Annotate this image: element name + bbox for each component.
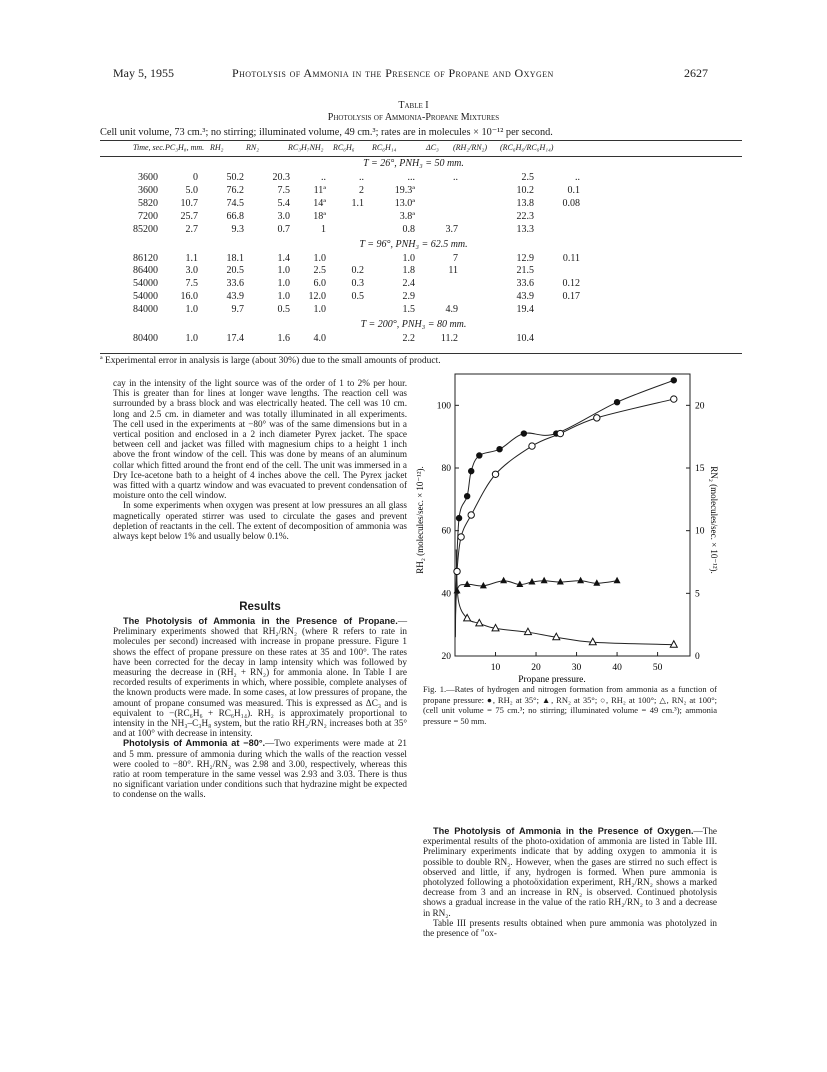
- data-point-rh2-35: [496, 446, 502, 452]
- table-cell: 13.8: [516, 197, 534, 209]
- table-cell: 54000: [133, 278, 158, 290]
- table-cell: 5.4: [277, 197, 290, 209]
- table-cell: 3.8ª: [399, 210, 415, 222]
- column-header: RC₃H₇NH₂: [288, 143, 324, 152]
- table-cell: 0.2: [351, 265, 364, 277]
- plot-frame: [455, 374, 690, 656]
- run-in-heading: The Photolysis of Ammonia in the Presence of Propane.: [123, 616, 398, 626]
- table-cell: 10.4: [516, 333, 534, 344]
- table-cell: 12.9: [516, 252, 534, 264]
- table-cell: 2.5: [313, 265, 326, 277]
- table-cell: 2.9: [402, 291, 415, 303]
- data-point-rh2-35: [456, 515, 462, 521]
- table-cell: 74.5: [226, 197, 244, 209]
- table-cell: 3.0: [277, 210, 290, 222]
- table-cell: 43.9: [516, 291, 534, 303]
- data-point-rn2-35: [557, 578, 564, 585]
- table-cell: 0.8: [402, 223, 415, 235]
- column-header: RC₆H₆: [333, 143, 355, 152]
- table-rule-header: [100, 156, 742, 157]
- data-point-rh2-100: [492, 471, 498, 477]
- table-cell: 1.4: [277, 252, 290, 264]
- table-cell: 0.3: [351, 278, 364, 290]
- table-cell: ...: [407, 172, 415, 183]
- table-cell: 18ª: [313, 210, 326, 222]
- y-left-tick-label: 60: [441, 526, 451, 537]
- table-cell: 7.5: [185, 278, 198, 290]
- table-cell: 9.7: [231, 304, 244, 316]
- table-cell: 43.9: [226, 291, 244, 303]
- table-cell: 4.9: [445, 304, 458, 316]
- table-cell: 1.8: [402, 265, 415, 277]
- table-cell: 1.0: [185, 333, 198, 344]
- table-cell: ..: [321, 172, 326, 183]
- column-header: ΔC₃: [426, 143, 439, 152]
- table-label: Table I: [398, 100, 429, 111]
- table-cell: 10.2: [516, 184, 534, 196]
- table-cell: 2: [359, 184, 364, 196]
- table-cell: 3.7: [445, 223, 458, 235]
- data-point-rn2-100: [670, 641, 677, 648]
- table-cell: 2.7: [185, 223, 198, 235]
- table-cell: 1.0: [277, 291, 290, 303]
- column-header: RC₆H₁₄: [372, 143, 397, 152]
- y-axis-left-label: RH₂ (molecules/sec. × 10⁻¹²).: [415, 466, 425, 574]
- table-cell: 3.0: [185, 265, 198, 277]
- table-cell: ..: [575, 172, 580, 183]
- y-left-tick-label: 100: [436, 401, 451, 412]
- series-curve: [455, 581, 617, 637]
- table-cell: 0.17: [562, 291, 580, 303]
- table-cell: 17.4: [226, 333, 244, 344]
- table-cell: 1.0: [277, 278, 290, 290]
- table-cell: 14ª: [313, 197, 326, 209]
- table-cell: 13.3: [516, 223, 534, 235]
- y-right-tick-label: 0: [695, 652, 700, 662]
- table-cell: 11: [448, 265, 458, 277]
- table-title: Photolysis of Ammonia-Propane Mixtures: [327, 112, 500, 123]
- column-header: PC₃H₈, mm.: [165, 143, 205, 152]
- table-cell: 19.4: [516, 304, 534, 316]
- paragraph: —Preliminary experiments showed that RH₂/RN₂ (where R refers to rate in molecules per second) increased with increase in propane pressure. Figure 1 shows the effect of propane pressure on these rates at 35 and 100°. The rates have been corrected for the decay in lamp intensity which was followed by measuring the decrease in (RH₂ + RN₂) for ammonia alone. In Table I are recorded results of experiments in which, where possible, complete analyses of the known products were made. In some cases, at low pressures of propane, the amount of propane consumed was measured. This is expressed as ΔC₃ and is equivalent to −(RC₆H₆ + RC₆H₁₄). RH₂ is approximately proportional to intensity in the NH₃–C₃H₈ system, but the ratio RH₂/RN₂ increases both at 35° and at 100° with decrease in intensity.: [113, 616, 407, 739]
- table-cell: 22.3: [516, 210, 534, 222]
- table-cell: 16.0: [180, 291, 198, 303]
- paragraph: In some experiments when oxygen was present at low pressures an all glass magnetically operated stirrer was used to circulate the gases and prevent depletion of reactants in the cell. The extent of decomposition of ammonia was always kept below 1% and usually below 0.1%.: [113, 500, 407, 542]
- table-section-heading: T = 96°, PNH₃ = 62.5 mm.: [359, 238, 468, 250]
- run-in-heading: Photolysis of Ammonia at −80°.: [123, 738, 266, 749]
- table-cell: 1.0: [185, 304, 198, 316]
- table-cell: ..: [359, 172, 364, 183]
- data-point-rh2-100: [594, 415, 600, 421]
- table-cell: 33.6: [516, 278, 534, 290]
- data-point-rh2-100: [557, 430, 563, 436]
- section-heading-results: Results: [239, 601, 281, 613]
- x-axis-label: Propane pressure.: [518, 675, 586, 684]
- table-cell: 0: [193, 172, 198, 183]
- table-cell: 3600: [138, 172, 158, 183]
- table-cell: 4.0: [313, 333, 326, 344]
- table-cell: 25.7: [180, 210, 198, 222]
- table-cell: 19.3ª: [394, 184, 415, 196]
- y-axis-right-label: RN₂ (molecules/sec. × 10⁻¹²).: [709, 466, 719, 574]
- table-cell: 10.7: [180, 197, 198, 209]
- column-header: RN₂: [246, 143, 260, 152]
- table-cell: 9.3: [231, 223, 244, 235]
- table-section-heading: T = 26°, PNH₃ = 50 mm.: [363, 158, 464, 169]
- table-cell: 2.5: [521, 172, 534, 183]
- table-cell: 80400: [133, 333, 158, 344]
- series-curve: [456, 380, 674, 593]
- x-tick-label: 50: [652, 663, 663, 673]
- data-point-rh2-35: [671, 377, 677, 383]
- y-left-tick-label: 40: [441, 589, 451, 600]
- table-cell: 0.12: [562, 278, 580, 290]
- series-curve: [455, 399, 673, 618]
- table-cell: 1.0: [402, 252, 415, 264]
- table-cell: 2.4: [402, 278, 415, 290]
- x-tick-label: 30: [571, 663, 582, 673]
- data-point-rn2-100: [589, 638, 596, 645]
- y-right-tick-label: 15: [695, 464, 705, 474]
- table-rule-bottom: [100, 353, 742, 354]
- table-cell: 20.5: [226, 265, 244, 277]
- table-cell: 1.1: [185, 252, 198, 264]
- data-point-rh2-100: [671, 396, 677, 402]
- table-cell: 76.2: [226, 184, 244, 196]
- table-cell: 18.1: [226, 252, 244, 264]
- x-tick-label: 20: [531, 663, 541, 673]
- table-cell: 13.0ª: [394, 197, 415, 209]
- table-cell: 7: [453, 252, 458, 264]
- data-point-rn2-35: [593, 579, 600, 586]
- page-date: May 5, 1955: [113, 66, 174, 80]
- data-point-rh2-35: [468, 468, 474, 474]
- data-point-rh2-35: [521, 430, 527, 436]
- table-cell: 50.2: [226, 172, 244, 183]
- table-cell: 1.0: [277, 265, 290, 277]
- table-cell: 1.0: [313, 252, 326, 264]
- y-left-tick-label: 20: [441, 652, 451, 662]
- series-curve: [456, 549, 674, 644]
- table-section-heading: T = 200°, PNH₃ = 80 mm.: [360, 319, 467, 330]
- table-cell: 1.0: [313, 304, 326, 316]
- table-cell: 11.2: [440, 333, 458, 344]
- table-cell: ..: [453, 172, 458, 183]
- data-point-rn2-35: [577, 577, 584, 584]
- table-cell: 0.7: [277, 223, 290, 235]
- figure-caption: Fig. 1.—Rates of hydrogen and nitrogen formation from ammonia as a function of propane pressure: ●, RH₂ at 35°; ▲, RN₂ at 35°; ○, RH₂ at 100°; △, RN₂ at 100°; (cell unit volume = 75 cm.³; no stirring; illuminated volume = 49 cm.³); ammonia pressure = 50 mm.: [423, 684, 717, 726]
- data-point-rh2-100: [454, 568, 460, 574]
- data-point-rh2-35: [476, 452, 482, 458]
- table-cell: 20.3: [272, 172, 290, 183]
- data-point-rh2-100: [458, 534, 464, 540]
- data-point-rh2-100: [529, 443, 535, 449]
- table-cell: 1.5: [402, 304, 415, 316]
- table-cell: 2.2: [402, 333, 415, 344]
- paragraph: —The experimental results of the photo-oxidation of ammonia are listed in Table III. Preliminary experiments indicate that by adding oxygen to ammonia it is possible to double RN₂. However, when the gases are stirred no such effect is observed and little, if any, hydrogen is formed. When pure ammonia is photolyzed following a photoöxidation experiment, RH₂/RN₂ shows a marked decrease from 3 and an increase in RN₂ is observed. Continued photolysis shows a gradual increase in the value of the ratio RH₂/RN₂ to 3 and a decrease in RN₂.: [423, 826, 717, 918]
- table-cell: 11ª: [313, 184, 326, 196]
- table-cell: 54000: [133, 291, 158, 303]
- y-right-tick-label: 10: [695, 526, 705, 537]
- data-point-rn2-35: [541, 577, 548, 584]
- column-header: (RH₂/RN₂): [453, 143, 487, 152]
- table-cell: 5.0: [185, 184, 198, 196]
- table-cell: 0.5: [277, 304, 290, 316]
- table-cell: 1.1: [351, 197, 364, 209]
- paragraph: —Two experiments were made at 21 and 5 mm. pressure of ammonia during which the walls of the reaction vessel were cooled to −80°. RH₂/RN₂ was 2.98 and 3.00, respectively, whereas this ratio at room temperature in the same vessel was 2.93 and 3.03. There is thus no significant variation under conditions such that hydrazine might be expected to condense on the walls.: [113, 738, 407, 800]
- table-cell: 86120: [133, 252, 158, 264]
- table-cell: 1.6: [277, 333, 290, 344]
- running-title: Photolysis of Ammonia in the Presence of Propane and Oxygen: [232, 66, 554, 80]
- paragraph: cay in the intensity of the light source was of the order of 1 to 2% per hour. This is greater than for lines at longer wave lengths. The reaction cell was surrounded by a brass block and was electrically heated. The cell was 10 cm. long and 2.5 cm. in diameter and was totally illuminated in all experiments. The cell used in the experiments at −80° was of the same dimensions but in a vertical position and enclosed in a 2 inch diameter Pyrex jacket. The space between cell and jacket was filled with magnesium chips to a height 1 inch above the front window of the cell. This was done by means of an aluminum collar which fitted around the front end of the cell. The unit was immersed in a Dry Ice-acetone bath to a height of 4 inches above the cell. The Pyrex jacket was fitted with a quartz window and was evacuated to prevent condensation of moisture onto the cell window.: [113, 378, 407, 501]
- paragraph: Table III presents results obtained when pure ammonia was photolyzed in the presence of "ox-: [423, 917, 717, 939]
- table-cell: 7200: [138, 210, 158, 222]
- data-point-rn2-35: [464, 581, 471, 588]
- table-cell: 86400: [133, 265, 158, 277]
- table-rule-top: [100, 140, 742, 141]
- table-cell: 0.5: [351, 291, 364, 303]
- y-right-tick-label: 5: [695, 589, 700, 600]
- column-header: RH₂: [210, 143, 224, 152]
- column-header: Time, sec.: [133, 143, 165, 152]
- y-right-tick-label: 20: [695, 401, 705, 412]
- table-cell: 6.0: [313, 278, 326, 290]
- figure-1-chart: [405, 362, 730, 684]
- table-cell: 3600: [138, 184, 158, 196]
- table-cell: 33.6: [226, 278, 244, 290]
- table-footnote: ª Experimental error in analysis is large (about 30%) due to the small amounts of product.: [100, 356, 441, 366]
- table-cell: 66.8: [226, 210, 244, 222]
- page-number: 2627: [684, 66, 708, 80]
- data-point-rh2-35: [464, 493, 470, 499]
- data-point-rh2-100: [468, 512, 474, 518]
- table-conditions: Cell unit volume, 73 cm.³; no stirring; illuminated volume, 49 cm.³; rates are in molecules × 10⁻¹² per second.: [100, 127, 553, 138]
- data-point-rn2-35: [614, 577, 621, 584]
- table-cell: 0.1: [567, 184, 580, 196]
- left-column-text: [113, 378, 407, 541]
- left-column-results-text: [113, 616, 407, 800]
- table-cell: 12.0: [308, 291, 326, 303]
- y-left-tick-label: 80: [441, 464, 451, 474]
- column-header: (RC₆H₆/RC₆H₁₄): [500, 143, 554, 152]
- table-cell: 0.08: [562, 197, 580, 209]
- table-cell: 5820: [138, 197, 158, 209]
- right-column-text: [423, 826, 717, 938]
- x-tick-label: 10: [490, 663, 501, 673]
- data-point-rn2-35: [500, 577, 507, 584]
- table-cell: 0.11: [562, 252, 580, 264]
- table-cell: 7.5: [277, 184, 290, 196]
- table-cell: 1: [321, 223, 326, 235]
- run-in-heading: The Photolysis of Ammonia in the Presence of Oxygen.: [433, 826, 694, 836]
- x-tick-label: 40: [612, 663, 622, 673]
- data-point-rh2-35: [614, 399, 620, 405]
- table-cell: 21.5: [516, 265, 534, 277]
- table-cell: 85200: [133, 223, 158, 235]
- table-cell: 84000: [133, 304, 158, 316]
